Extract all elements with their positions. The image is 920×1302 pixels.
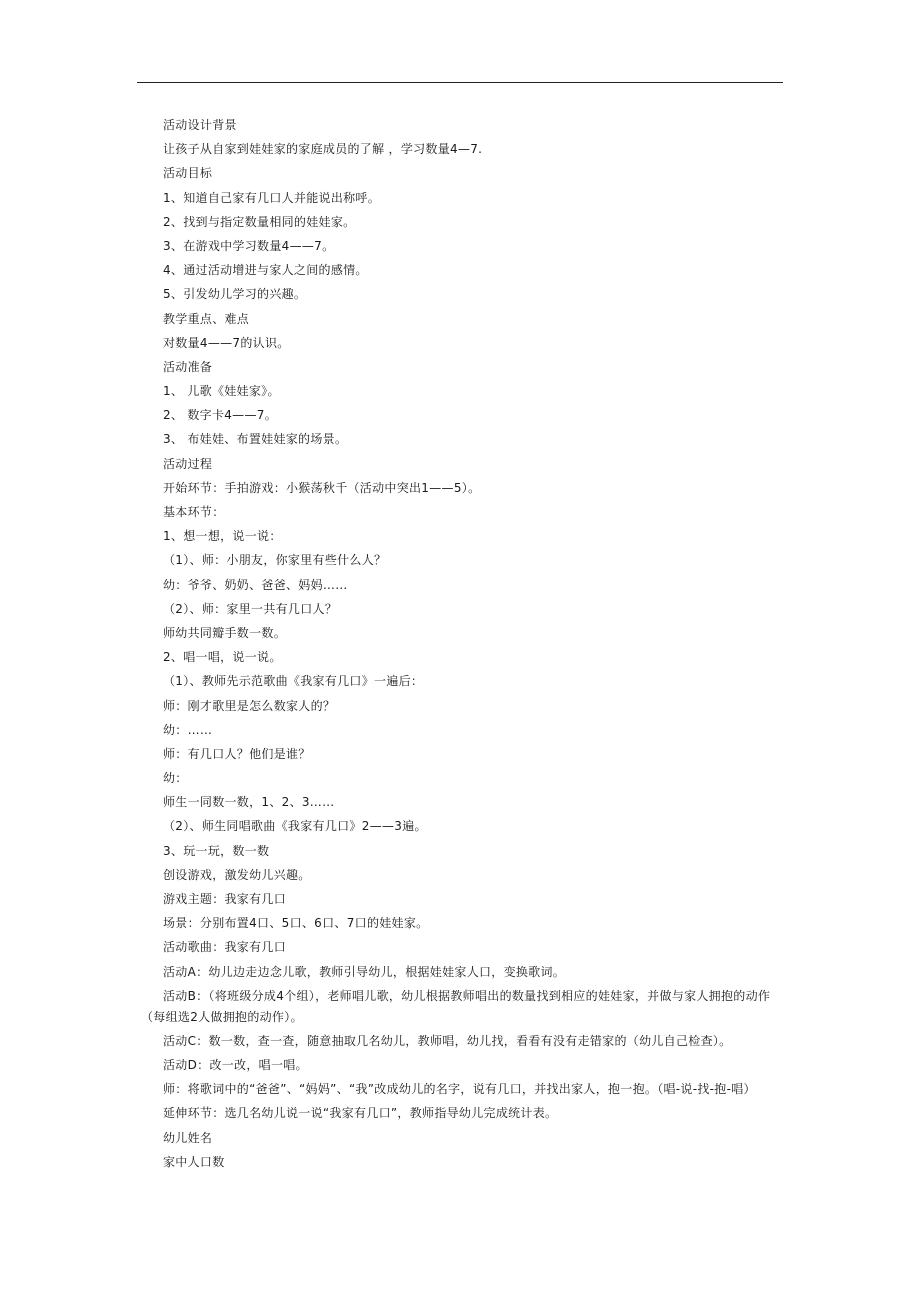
text-line: 师生一同数一数，1、2、3…… [163, 795, 335, 810]
section-heading-process: 活动过程 [163, 456, 213, 471]
text-line: 活动歌曲：我家有几口 [163, 940, 287, 955]
text-line: （2）、师生同唱歌曲《我家有几口》2——3遍。 [163, 819, 427, 834]
text-line: （1）、教师先示范歌曲《我家有几口》一遍后： [163, 674, 424, 689]
list-item: 2、 数字卡4——7。 [163, 408, 278, 423]
table-header-family-size: 家中人口数 [163, 1154, 225, 1169]
list-item: 3、在游戏中学习数量4——7。 [163, 238, 335, 253]
text-line: 师：刚才歌里是怎么数家人的？ [163, 698, 336, 713]
section-heading-preparation: 活动准备 [163, 359, 213, 374]
text-line: 活动D：改一改，唱一唱。 [163, 1057, 308, 1072]
activity-b-paragraph: 活动B：（将班级分成4个组），老师唱儿歌，幼儿根据教师唱出的数量找到相应的娃娃家，并做与家人拥抱的动作（每组选2人做拥抱的动作）。 [141, 988, 771, 1024]
text-line: 师：将歌词中的“爸爸”、“妈妈”、“我”改成幼儿的名字，说有几口，并找出家人，抱一抱。（唱-说-找-抱-唱） [163, 1082, 756, 1097]
text-line: 师：有几口人？他们是谁？ [163, 746, 311, 761]
text-line: 活动C：数一数，查一查，随意抽取几名幼儿，教师唱，幼儿找，看看有没有走错家的（幼儿自己检查）。 [163, 1033, 732, 1048]
section-heading-background: 活动设计背景 [163, 118, 237, 132]
document-body [141, 113, 803, 1174]
text-line: （2）、师：家里一共有几口人？ [163, 601, 338, 616]
table-header-child-name: 幼儿姓名 [163, 1130, 213, 1145]
text-line: 创设游戏，激发幼儿兴趣。 [163, 867, 311, 882]
text-line: 幼： [163, 771, 188, 786]
text-line: 开始环节：手拍游戏：小猴荡秋千（活动中突出1——5）。 [163, 480, 481, 495]
list-item: 4、通过活动增进与家人之间的感情。 [163, 263, 368, 278]
text-line: 场景：分别布置4口、5口、6口、7口的娃娃家。 [163, 916, 429, 931]
text-line: 幼：爷爷、奶奶、爸爸、妈妈…… [163, 577, 348, 592]
text-line: 活动A：幼儿边走边念儿歌，教师引导幼儿，根据娃娃家人口，变换歌词。 [163, 964, 566, 979]
section-heading-goals: 活动目标 [163, 166, 213, 181]
text-line: 基本环节： [163, 505, 225, 519]
list-item: 1、知道自己家有几口人并能说出称呼。 [163, 190, 381, 205]
text-line: 幼：…… [163, 722, 213, 737]
text-line: 对数量4——7的认识。 [163, 335, 290, 350]
list-item: 2、找到与指定数量相同的娃娃家。 [163, 214, 356, 229]
text-line: （1）、师：小朋友，你家里有些什么人？ [163, 553, 387, 568]
text-line: 2、唱一唱，说一说。 [163, 650, 282, 665]
text-line: 游戏主题：我家有几口 [163, 892, 287, 906]
section-heading-focus: 教学重点、难点 [163, 311, 250, 326]
list-item: 3、 布娃娃、布置娃娃家的场景。 [163, 432, 348, 447]
text-line: 1、想一想，说一说： [163, 529, 282, 544]
header-rule [137, 82, 783, 83]
text-line: 延伸环节：选几名幼儿说一说“我家有几口”，教师指导幼儿完成统计表。 [163, 1106, 558, 1121]
list-item: 5、引发幼儿学习的兴趣。 [163, 287, 307, 302]
text-line: 师幼共同瓣手数一数。 [163, 625, 287, 640]
text-line: 让孩子从自家到娃娃家的家庭成员的了解 ，学习数量4—7. [163, 142, 483, 157]
list-item: 1、 儿歌《娃娃家》。 [163, 384, 280, 399]
text-line: 3、玩一玩，数一数 [163, 843, 270, 858]
